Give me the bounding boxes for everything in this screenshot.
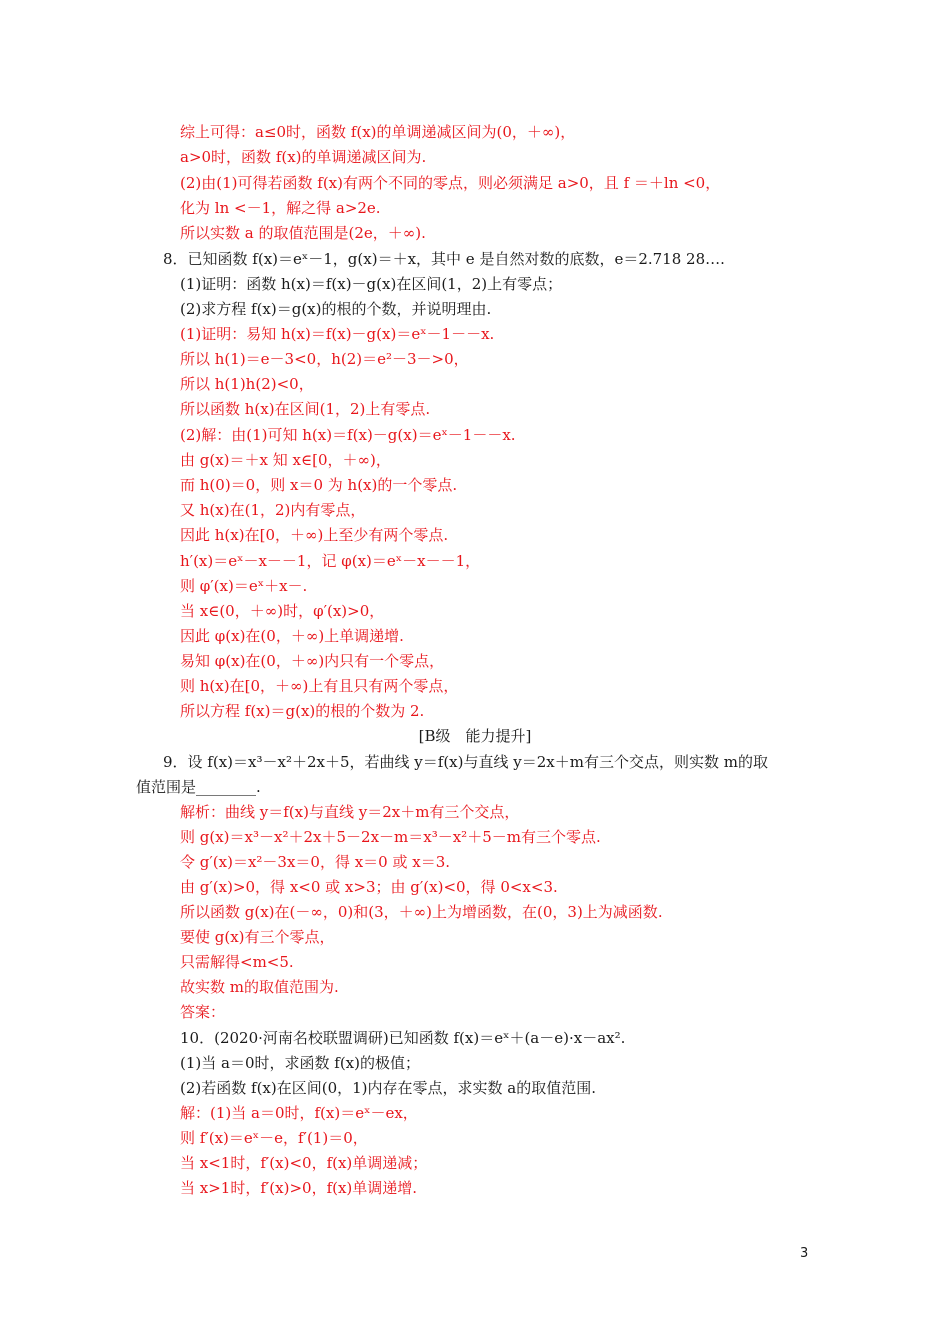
text-line: 解析：曲线 y＝f(x)与直线 y＝2x＋m有三个交点，	[180, 803, 520, 821]
text-line: (2)由(1)可得若函数 f(x)有两个不同的零点，则必须满足 a>0，且 f ＝＋ln <0，	[180, 174, 721, 192]
text-line: 所以方程 f(x)＝g(x)的根的个数为 2.	[180, 702, 425, 720]
text-line: 要使 g(x)有三个零点，	[180, 928, 335, 946]
text-line: 而 h(0)＝0，则 x＝0 为 h(x)的一个零点.	[180, 476, 458, 494]
text-line: 因此 h(x)在[0，＋∞)上至少有两个零点.	[180, 526, 449, 544]
text-line: 则 g(x)＝x³－x²＋2x＋5－2x－m＝x³－x²＋5－m有三个零点.	[180, 828, 601, 846]
text-line: 答案：	[180, 1003, 226, 1021]
text-line: 则 f′(x)＝eˣ－e，f′(1)＝0，	[180, 1129, 368, 1147]
text-line: 则 h(x)在[0，＋∞)上有且只有两个零点，	[180, 677, 459, 695]
text-line: 值范围是________.	[136, 778, 261, 796]
text-line: 所以 h(1)＝e－3<0，h(2)＝e²－3－>0，	[180, 350, 469, 368]
text-line: (2)若函数 f(x)在区间(0，1)内存在零点，求实数 a的取值范围.	[180, 1079, 597, 1097]
text-line: (2)求方程 f(x)＝g(x)的根的个数，并说明理由.	[180, 300, 492, 318]
text-line: 10．(2020·河南名校联盟调研)已知函数 f(x)＝eˣ＋(a－e)·x－ax².	[180, 1029, 626, 1047]
text-line: 因此 φ(x)在(0，＋∞)上单调递增.	[180, 627, 404, 645]
text-line: 由 g(x)＝＋x 知 x∈[0，＋∞)，	[180, 451, 391, 469]
text-line: h′(x)＝eˣ－x－－1，记 φ(x)＝eˣ－x－－1，	[180, 552, 481, 570]
text-line: 化为 ln <－1，解之得 a>2e.	[180, 199, 381, 217]
text-line: 只需解得<m<5.	[180, 953, 294, 971]
text-line: 令 g′(x)＝x²－3x＝0，得 x＝0 或 x＝3.	[180, 853, 451, 871]
text-line: 又 h(x)在(1，2)内有零点，	[180, 501, 366, 519]
text-line: 所以函数 g(x)在(－∞，0)和(3，＋∞)上为增函数，在(0，3)上为减函数.	[180, 903, 663, 921]
text-line: 当 x<1时，f′(x)<0，f(x)单调递减；	[180, 1154, 428, 1172]
text-line: 解：(1)当 a＝0时，f(x)＝eˣ－ex，	[180, 1104, 418, 1122]
text-line: 综上可得：a≤0时，函数 f(x)的单调递减区间为(0，＋∞)，	[180, 123, 576, 141]
text-line: (1)当 a＝0时，求函数 f(x)的极值；	[180, 1054, 420, 1072]
text-line: 易知 φ(x)在(0，＋∞)内只有一个零点，	[180, 652, 445, 670]
text-line: 所以实数 a 的取值范围是(2e，＋∞).	[180, 224, 426, 242]
text-line: 当 x∈(0，＋∞)时，φ′(x)>0，	[180, 602, 385, 620]
text-line: 故实数 m的取值范围为.	[180, 978, 339, 996]
text-line: 所以 h(1)h(2)<0，	[180, 375, 314, 393]
text-line: 8．已知函数 f(x)＝eˣ－1，g(x)＝＋x，其中 e 是自然对数的底数，e＝2.718 28….	[163, 250, 725, 268]
text-line: a>0时，函数 f(x)的单调递减区间为.	[180, 148, 427, 166]
text-line: 由 g′(x)>0，得 x<0 或 x>3；由 g′(x)<0，得 0<x<3.	[180, 878, 558, 896]
text-line: (2)解：由(1)可知 h(x)＝f(x)－g(x)＝eˣ－1－－x.	[180, 426, 516, 444]
text-line: 所以函数 h(x)在区间(1，2)上有零点.	[180, 400, 431, 418]
text-line: (1)证明：函数 h(x)＝f(x)－g(x)在区间(1，2)上有零点；	[180, 275, 563, 293]
page-number: 3	[800, 1246, 809, 1261]
text-line: (1)证明：易知 h(x)＝f(x)－g(x)＝eˣ－1－－x.	[180, 325, 495, 343]
section-heading: [B级 能力提升]	[418, 727, 532, 745]
text-line: 9．设 f(x)＝x³－x²＋2x＋5，若曲线 y＝f(x)与直线 y＝2x＋m有三个交点，则实数 m的取	[163, 753, 768, 771]
text-line: 当 x>1时，f′(x)>0，f(x)单调递增.	[180, 1179, 418, 1197]
text-line: 则 φ′(x)＝eˣ＋x－.	[180, 577, 308, 595]
